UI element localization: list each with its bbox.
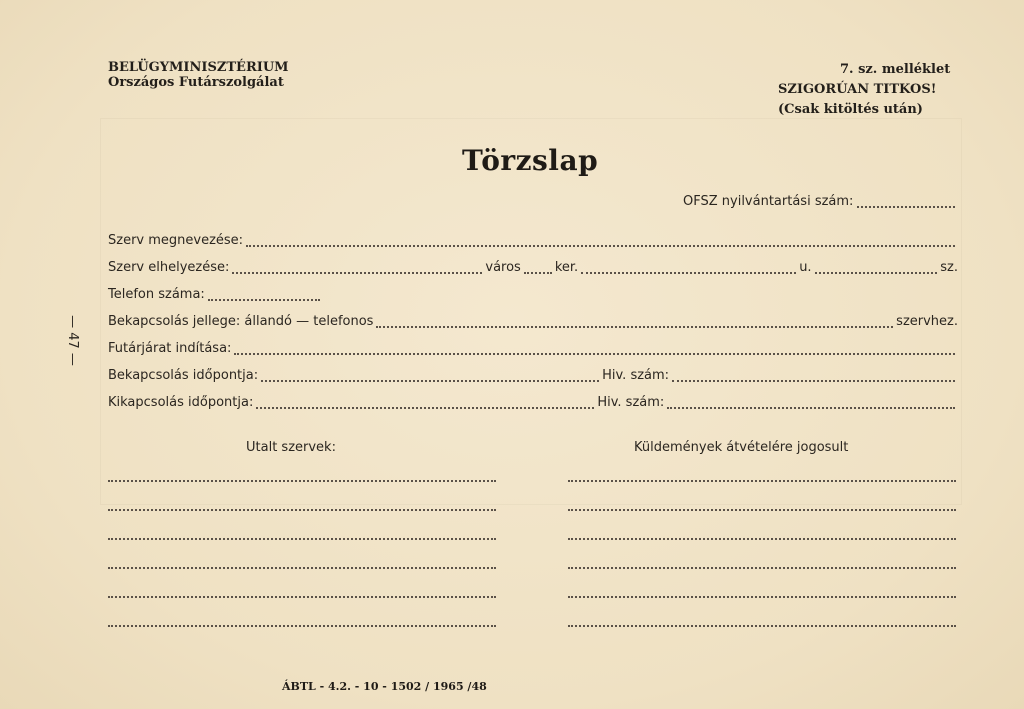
authorized-recipients-heading: Küldemények átvételére jogosult <box>634 440 849 455</box>
fill-line-number[interactable] <box>815 262 938 274</box>
referred-organs-lines <box>108 478 496 652</box>
classification-header <box>778 60 950 120</box>
referred-organs-heading: Utalt szervek: <box>246 440 336 455</box>
ref-number-label: Hiv. szám: <box>602 368 670 383</box>
field-bekapcsolas-idopontja[interactable] <box>108 368 958 386</box>
archive-reference: ÁBTL - 4.2. - 10 - 1502 / 1965 /48 <box>282 680 487 693</box>
fill-line[interactable] <box>108 536 496 540</box>
field-label: Bekapcsolás jellege: állandó — telefonos <box>108 314 374 329</box>
authorized-recipients-lines <box>568 478 956 652</box>
fill-line[interactable] <box>568 565 956 569</box>
ofsz-number-field[interactable] <box>683 194 955 212</box>
field-telefon-szama[interactable] <box>108 287 323 305</box>
district-label: ker. <box>554 260 579 275</box>
ofsz-label: OFSZ nyilvántartási szám: <box>683 194 854 209</box>
fill-line[interactable] <box>568 507 956 511</box>
field-futarjarat-inditasa[interactable] <box>108 341 958 359</box>
field-label: Futárjárat indítása: <box>108 341 232 356</box>
fill-line[interactable] <box>108 623 496 627</box>
fill-line[interactable] <box>108 478 496 482</box>
fill-line[interactable] <box>568 536 956 540</box>
fill-line-date[interactable] <box>256 397 594 409</box>
street-label: u. <box>799 260 812 275</box>
fill-line-date[interactable] <box>261 370 599 382</box>
ref-number-label: Hiv. szám: <box>597 395 665 410</box>
secret-stamp: SZIGORÚAN TITKOS! <box>778 82 937 97</box>
fill-line[interactable] <box>568 478 956 482</box>
fill-line[interactable] <box>246 235 955 247</box>
fill-line-ref[interactable] <box>667 397 955 409</box>
org-name: BELÜGYMINISZTÉRIUM <box>108 60 289 75</box>
fill-line-ref[interactable] <box>672 370 955 382</box>
page-title: Törzslap <box>462 144 599 177</box>
field-szerv-elhelyezese[interactable] <box>108 260 958 278</box>
field-label: Bekapcsolás időpontja: <box>108 368 259 383</box>
fill-line[interactable] <box>376 316 893 328</box>
fill-line-district[interactable] <box>524 262 552 274</box>
field-label: Telefon száma: <box>108 287 205 302</box>
fill-line[interactable] <box>234 343 955 355</box>
ofsz-fill-line[interactable] <box>857 196 955 208</box>
secret-note: (Csak kitöltés után) <box>778 102 923 117</box>
field-label: Szerv megnevezése: <box>108 233 244 248</box>
fill-line-city[interactable] <box>232 262 482 274</box>
fill-line[interactable] <box>208 289 320 301</box>
annex-number: 7. sz. melléklet <box>840 62 951 77</box>
organization-header <box>108 60 289 90</box>
fill-line[interactable] <box>568 594 956 598</box>
field-label: Kikapcsolás időpontja: <box>108 395 254 410</box>
field-szerv-megnevezese[interactable] <box>108 233 958 251</box>
number-label: sz. <box>940 260 958 275</box>
fill-line[interactable] <box>108 565 496 569</box>
org-subname: Országos Futárszolgálat <box>108 75 284 90</box>
field-label: Szerv elhelyezése: <box>108 260 230 275</box>
fill-line-street[interactable] <box>581 262 796 274</box>
field-bekapcsolas-jellege[interactable] <box>108 314 958 332</box>
side-page-number: — 47 — <box>64 314 80 366</box>
fill-line[interactable] <box>108 594 496 598</box>
fill-line[interactable] <box>568 623 956 627</box>
city-label: város <box>485 260 521 275</box>
organ-suffix: szervhez. <box>896 314 958 329</box>
fill-line[interactable] <box>108 507 496 511</box>
field-kikapcsolas-idopontja[interactable] <box>108 395 958 413</box>
